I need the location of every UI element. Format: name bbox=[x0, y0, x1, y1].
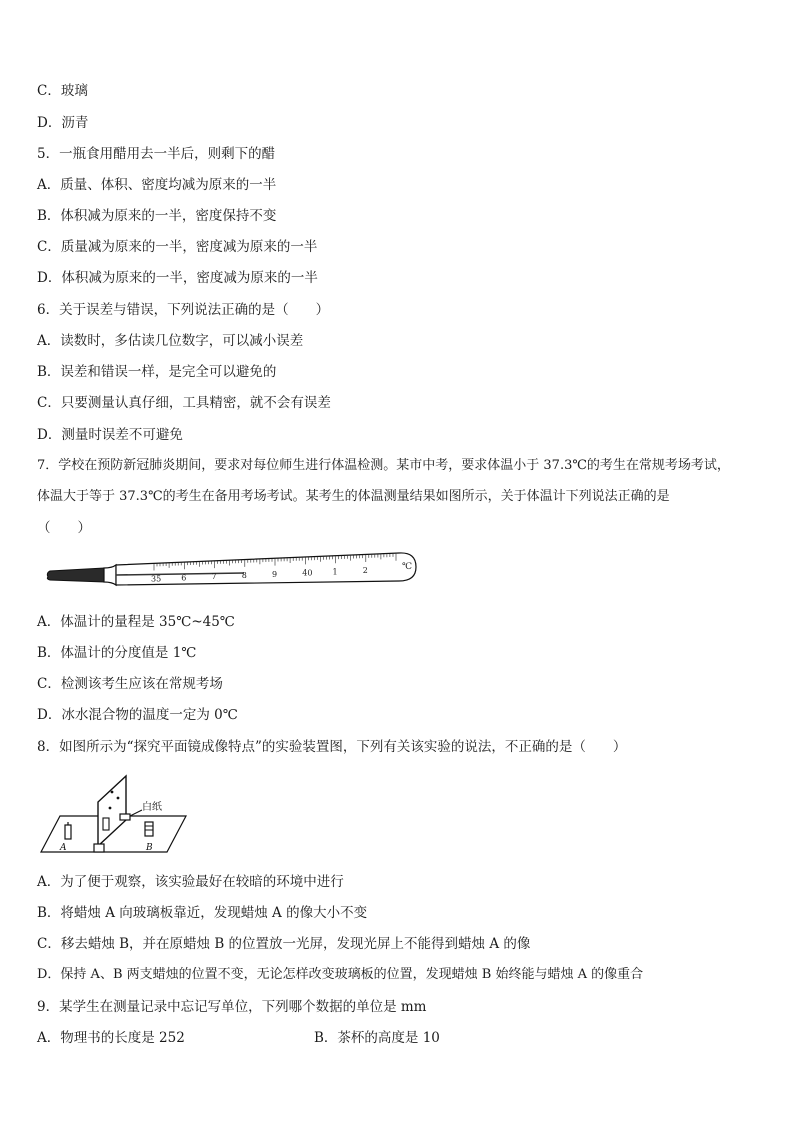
q7-option-b: B．体温计的分度值是 1℃ bbox=[37, 645, 197, 661]
q6-stem: 6．关于误差与错误，下列说法正确的是（ ） bbox=[37, 302, 330, 318]
q8-option-d: D．保持 A、B 两支蜡烛的位置不变，无论怎样改变玻璃板的位置，发现蜡烛 B 始终能与蜡烛 A 的像重合 bbox=[37, 967, 644, 982]
thermometer-unit: ℃ bbox=[402, 562, 413, 572]
q8-option-c: C．移去蜡烛 B，并在原蜡烛 B 的位置放一光屏，发现光屏上不能得到蜡烛 A 的像 bbox=[37, 936, 531, 952]
candle-b bbox=[145, 822, 153, 836]
thermometer-scale-label: 8 bbox=[241, 571, 247, 580]
q8-stem: 8．如图所示为“探究平面镜成像特点”的实验装置图，下列有关该实验的说法，不正确的是（ ） bbox=[37, 739, 627, 755]
thermometer-scale-label: 9 bbox=[272, 569, 278, 579]
thermometer-scale-label: 7 bbox=[211, 572, 217, 582]
q7-stem-line3: （ ） bbox=[37, 520, 91, 536]
q4-option-c: C．玻璃 bbox=[37, 83, 88, 99]
q6-option-d: D．测量时误差不可避免 bbox=[37, 427, 183, 443]
q7-stem-line1: 7．学校在预防新冠肺炎期间，要求对每位师生进行体温检测。某市中考，要求体温小于 37.3℃的考生在常规考场考试， bbox=[37, 458, 730, 473]
q7-option-c: C．检测该考生应该在常规考场 bbox=[37, 676, 223, 692]
q6-option-a: A．读数时，多估读几位数字，可以减小误差 bbox=[37, 333, 304, 349]
thermometer-scale-label: 6 bbox=[181, 573, 187, 583]
q7-option-d: D．冰水混合物的温度一定为 0℃ bbox=[37, 707, 238, 723]
q8-option-a: A．为了便于观察，该实验最好在较暗的环境中进行 bbox=[37, 874, 344, 890]
q5-stem: 5．一瓶食用醋用去一半后，则剩下的醋 bbox=[37, 146, 276, 162]
q4-option-d: D．沥青 bbox=[37, 115, 89, 131]
q5-option-b: B．体积减为原来的一半，密度保持不变 bbox=[37, 208, 277, 224]
q8-option-b: B．将蜡烛 A 向玻璃板靠近，发现蜡烛 A 的像大小不变 bbox=[37, 905, 368, 921]
thermometer-scale-label: 1 bbox=[332, 567, 338, 577]
label-a: A bbox=[60, 843, 67, 853]
q5-option-a: A．质量、体积、密度均减为原来的一半 bbox=[37, 177, 277, 193]
thermometer-scale-label: 35 bbox=[151, 574, 162, 584]
mirror-experiment-figure bbox=[38, 772, 198, 858]
q9-option-a: A．物理书的长度是 252 bbox=[37, 1030, 185, 1046]
thermometer-scale-label: 40 bbox=[302, 568, 313, 578]
q5-option-d: D．体积减为原来的一半，密度减为原来的一半 bbox=[37, 270, 318, 286]
candle-a bbox=[65, 825, 71, 839]
white-paper-label: 白纸 bbox=[142, 802, 162, 813]
q7-stem-line2: 体温大于等于 37.3℃的考生在备用考场考试。某考生的体温测量结果如图所示，关于体温计下列说法正确的是 bbox=[37, 489, 670, 504]
q6-option-c: C．只要测量认真仔细，工具精密，就不会有误差 bbox=[37, 395, 331, 411]
q6-option-b: B．误差和错误一样，是完全可以避免的 bbox=[37, 364, 277, 380]
thermometer-scale-label: 2 bbox=[362, 566, 368, 576]
thermometer-figure bbox=[44, 547, 424, 595]
q7-option-a: A．体温计的量程是 35℃~45℃ bbox=[37, 614, 235, 630]
label-b: B bbox=[146, 843, 153, 853]
q5-option-c: C．质量减为原来的一半，密度减为原来的一半 bbox=[37, 239, 318, 255]
q9-stem: 9．某学生在测量记录中忘记写单位，下列哪个数据的单位是 mm bbox=[37, 999, 427, 1015]
q9-option-b: B．茶杯的高度是 10 bbox=[314, 1030, 440, 1046]
thermometer-bulb bbox=[47, 568, 104, 582]
